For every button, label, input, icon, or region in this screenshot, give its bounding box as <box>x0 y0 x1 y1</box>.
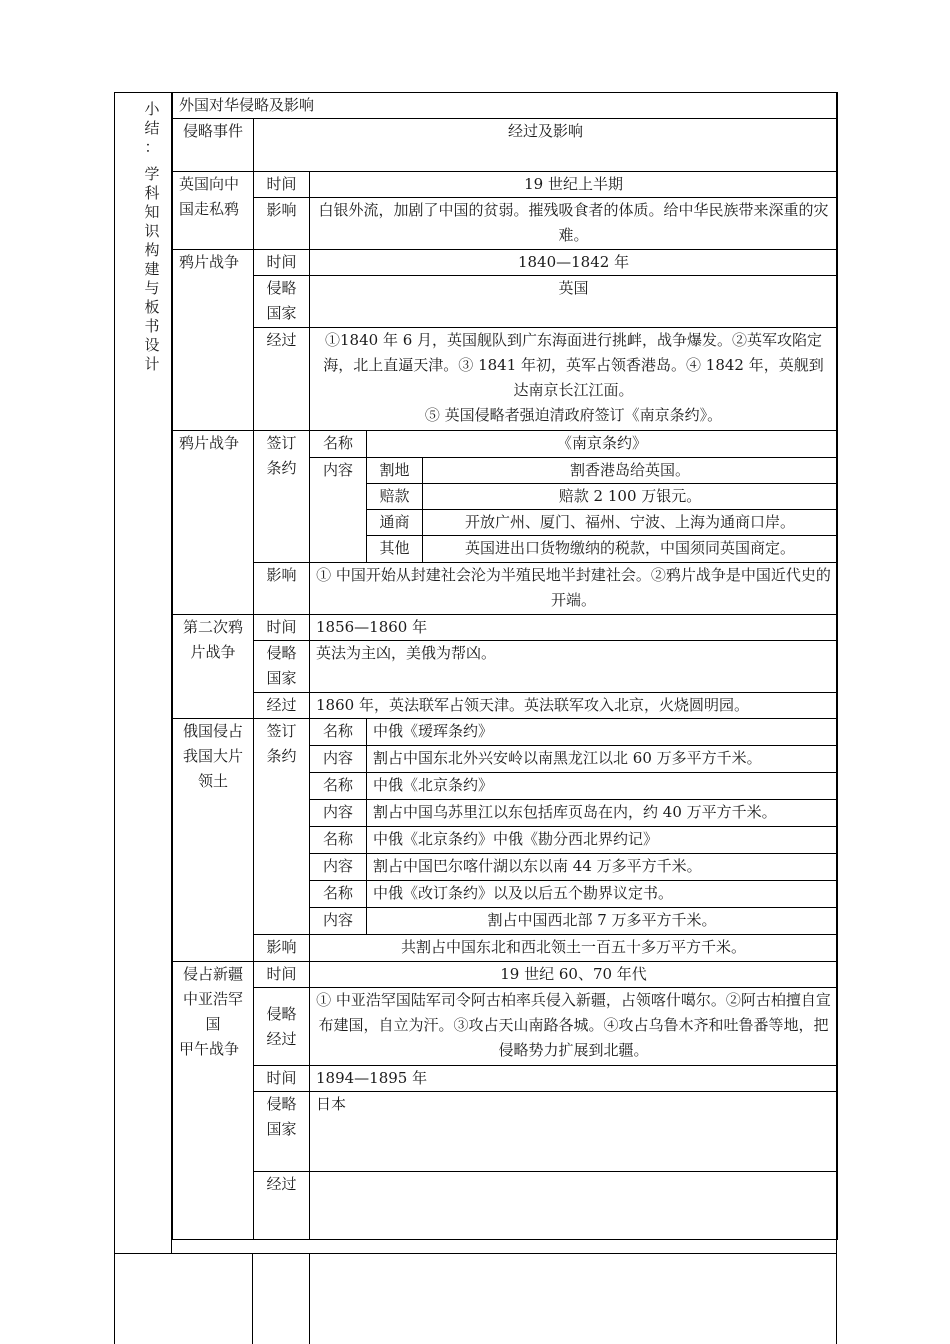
process-label: 经过 <box>254 1172 310 1240</box>
time-value: 1894—1895 年 <box>310 1066 838 1092</box>
time-value: 19 世纪 60、70 年代 <box>310 962 838 988</box>
table-row <box>173 1172 838 1240</box>
country-label: 侵略国家 <box>254 641 310 693</box>
content-label: 内容 <box>310 458 367 563</box>
table-row <box>173 1092 838 1172</box>
impact-value: ① 中国开始从封建社会沦为半殖民地半封建社会。②鸦片战争是中国近代史的开端。 <box>310 563 838 615</box>
divider <box>309 1254 310 1344</box>
process-label: 侵略经过 <box>254 988 310 1066</box>
clause-value: 开放广州、厦门、福州、宁波、上海为通商口岸。 <box>423 510 838 536</box>
side-label-char: 构 <box>144 241 160 259</box>
time-value: 1856—1860 年 <box>310 615 838 641</box>
treaty-value: 割占中国巴尔喀什湖以东以南 44 万多平方千米。 <box>367 854 838 881</box>
treaty-key: 内容 <box>310 800 367 827</box>
treaty-value: 割占中国西北部 7 万多平方千米。 <box>367 908 838 935</box>
treaty-value: 中俄《北京条约》 <box>367 773 838 800</box>
clause-value: 赔款 2 100 万银元。 <box>423 484 838 510</box>
treaty-label: 签订条约 <box>254 719 310 935</box>
country-label: 侵略国家 <box>254 276 310 328</box>
treaty-value: 中俄《改订条约》以及以后五个勘界议定书。 <box>367 881 838 908</box>
treaty-key: 名称 <box>310 827 367 854</box>
clause-value: 英国进出口货物缴纳的税款，中国须同英国商定。 <box>423 536 838 563</box>
header-process: 经过及影响 <box>254 119 838 172</box>
table-row <box>173 431 838 458</box>
country-value: 英法为主凶，美俄为帮凶。 <box>310 641 838 693</box>
time-label: 时间 <box>254 962 310 988</box>
treaty-key: 内容 <box>310 746 367 773</box>
clause-key: 割地 <box>367 458 423 484</box>
side-label-char: 识 <box>144 222 160 240</box>
side-label-char: 设 <box>144 336 160 354</box>
time-value: 1840—1842 年 <box>310 250 838 276</box>
name-value: 《南京条约》 <box>367 431 838 458</box>
event-cell: 俄国侵占我国大片领土 <box>173 719 254 962</box>
table-row <box>173 276 838 328</box>
table-row <box>173 615 838 641</box>
side-label-char: 板 <box>144 298 160 316</box>
treaty-label: 签订条约 <box>254 431 310 563</box>
name-label: 名称 <box>310 431 367 458</box>
side-label-char: 书 <box>144 317 160 335</box>
header-event: 侵略事件 <box>173 119 254 172</box>
process-value <box>310 328 838 431</box>
time-label: 时间 <box>254 250 310 276</box>
table-row <box>173 935 838 962</box>
process-text: ①1840 年 6 月，英国舰队到广东海面进行挑衅，战争爆发。②英军攻陷定海，北上直逼天津。③ 1841 年初，英军占领香港岛。④ 1842 年，英舰到达南京长江江面。 <box>323 331 824 399</box>
side-label <box>142 100 162 374</box>
event-text-2: 甲午战争 <box>179 1040 240 1058</box>
impact-value: 白银外流，加剧了中国的贫弱。摧残吸食者的体质。给中华民族带来深重的灾难。 <box>310 198 838 250</box>
side-label-char: 与 <box>144 279 160 297</box>
treaty-value: 中俄《北京条约》中俄《勘分西北界约记》 <box>367 827 838 854</box>
table-title: 外国对华侵略及影响 <box>173 93 838 119</box>
time-value: 19 世纪上半期 <box>310 172 838 198</box>
treaty-value: 割占中国乌苏里江以东包括库页岛在内，约 40 万平方千米。 <box>367 800 838 827</box>
event-cell: 鸦片战争 <box>173 250 254 431</box>
side-label-char: 知 <box>144 203 160 221</box>
clause-key: 赔款 <box>367 484 423 510</box>
side-label-char: 建 <box>144 260 160 278</box>
event-cell <box>173 962 254 1240</box>
table-row <box>173 198 838 250</box>
impact-label: 影响 <box>254 563 310 615</box>
treaty-key: 内容 <box>310 854 367 881</box>
event-cell: 第二次鸦片战争 <box>173 615 254 719</box>
process-label: 经过 <box>254 328 310 431</box>
clause-key: 通商 <box>367 510 423 536</box>
country-value: 英国 <box>310 276 838 328</box>
continuation-lines <box>114 1254 837 1344</box>
table-row <box>173 172 838 198</box>
event-cell: 英国向中国走私鸦 <box>173 172 254 250</box>
side-label-char: 小 <box>144 100 160 118</box>
treaty-key: 名称 <box>310 719 367 746</box>
header-row <box>173 119 838 172</box>
treaty-key: 名称 <box>310 881 367 908</box>
treaty-value: 割占中国东北外兴安岭以南黑龙江以北 60 万多平方千米。 <box>367 746 838 773</box>
process-value: 1860 年，英法联军占领天津。英法联军攻入北京，火烧圆明园。 <box>310 693 838 719</box>
table-row <box>173 250 838 276</box>
table-row <box>173 719 838 746</box>
side-label-char: 科 <box>144 184 160 202</box>
time-label: 时间 <box>254 615 310 641</box>
impact-label: 影响 <box>254 198 310 250</box>
country-label: 侵略国家 <box>254 1092 310 1172</box>
side-label-char: 学 <box>144 165 160 183</box>
time-label: 时间 <box>254 172 310 198</box>
clause-key: 其他 <box>367 536 423 563</box>
side-label-char: 结 <box>144 119 160 137</box>
process-text-2: ⑤ 英国侵略者强迫清政府签订《南京条约》。 <box>424 406 723 424</box>
table-title-row <box>173 93 838 119</box>
table-row <box>173 641 838 693</box>
table-row <box>173 1066 838 1092</box>
divider <box>252 1254 253 1344</box>
process-value <box>310 1172 838 1240</box>
table-row <box>173 693 838 719</box>
table-row <box>173 962 838 988</box>
invasion-table <box>172 92 838 1240</box>
table-row <box>173 563 838 615</box>
table-row <box>173 988 838 1066</box>
treaty-value: 中俄《瑷珲条约》 <box>367 719 838 746</box>
impact-label: 影响 <box>254 935 310 962</box>
clause-value: 割香港岛给英国。 <box>423 458 838 484</box>
event-cell: 鸦片战争 <box>173 431 254 615</box>
side-label-char: 计 <box>144 355 160 373</box>
treaty-key: 内容 <box>310 908 367 935</box>
divider <box>114 1254 115 1344</box>
table-row <box>173 328 838 431</box>
side-label-char: ： <box>144 138 160 156</box>
divider <box>836 1254 837 1344</box>
impact-value: 共割占中国东北和西北领土一百五十多万平方千米。 <box>310 935 838 962</box>
event-text: 侵占新疆中亚浩罕国 <box>182 965 243 1033</box>
time-label: 时间 <box>254 1066 310 1092</box>
process-value: ① 中亚浩罕国陆军司令阿古柏率兵侵入新疆，占领喀什噶尔。②阿古柏擅自宣布建国，自立为汗。③攻占天山南路各城。④攻占乌鲁木齐和吐鲁番等地，把侵略势力扩展到北疆。 <box>310 988 838 1066</box>
process-label: 经过 <box>254 693 310 719</box>
country-value: 日本 <box>310 1092 838 1172</box>
treaty-key: 名称 <box>310 773 367 800</box>
